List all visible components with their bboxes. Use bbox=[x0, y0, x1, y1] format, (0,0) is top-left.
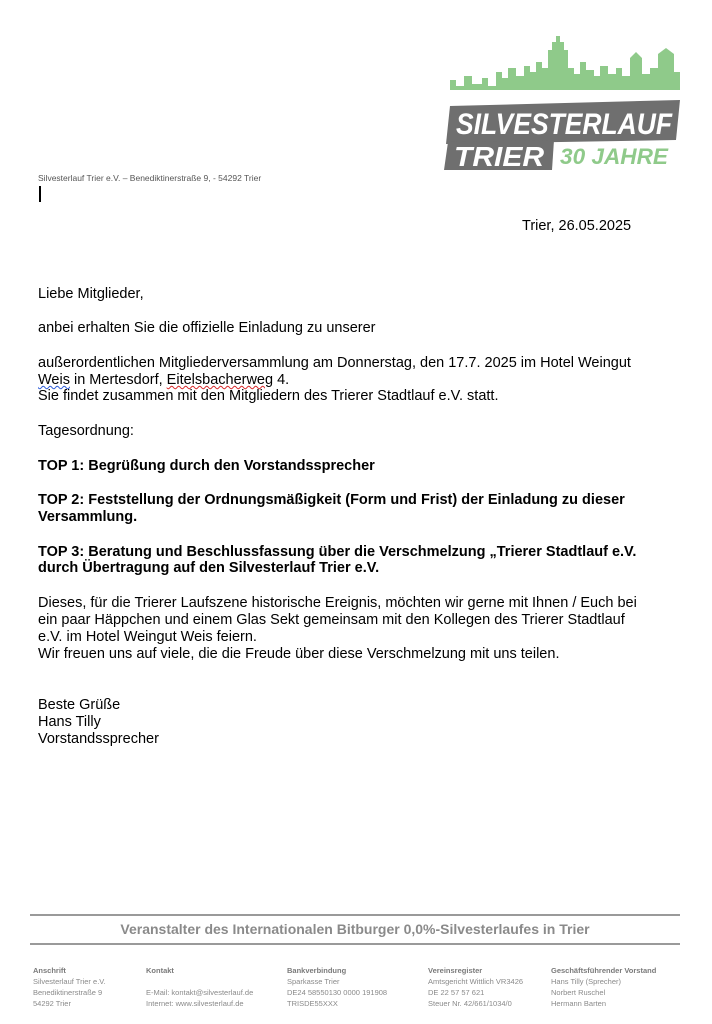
footer-top-rule bbox=[30, 914, 680, 916]
footer-col-line bbox=[146, 976, 253, 987]
footer-col-line: DE 22 57 57 621 bbox=[428, 988, 485, 997]
footer-col-bank bbox=[287, 965, 387, 1009]
sender-address-line: Silvesterlauf Trier e.V. – Benediktinerstraße 9, - 54292 Trier bbox=[38, 173, 262, 183]
footer-col-contact bbox=[146, 965, 253, 1009]
closing-line-1: Dieses, für die Trierer Laufszene historische Ereignis, möchten wir gerne mit Ihnen / Euch bei bbox=[38, 595, 637, 611]
footer-col-line: TRISDE55XXX bbox=[287, 999, 338, 1008]
footer-col-line: Amtsgericht Wittlich VR3426 bbox=[428, 977, 524, 986]
footer-col-heading: Bankverbindung bbox=[287, 966, 347, 975]
footer-col-line: Hermann Barten bbox=[551, 999, 607, 1008]
footer-col-heading: Geschäftsführender Vorstand bbox=[551, 966, 657, 975]
paragraph-1-line-1: außerordentlichen Mitgliederversammlung am Donnerstag, den 17.7. 2025 im Hotel Weingut bbox=[38, 355, 631, 371]
agenda-top-1: TOP 1: Begrüßung durch den Vorstandssprecher bbox=[38, 458, 375, 474]
silvesterlauf-logo bbox=[444, 28, 684, 174]
signer-role: Vorstandssprecher bbox=[38, 731, 159, 747]
footer-title: Veranstalter des Internationalen Bitburger 0,0%-Silvesterlaufes in Trier bbox=[120, 921, 590, 937]
spellcheck-word-weis[interactable]: Weis bbox=[38, 372, 70, 388]
footer-col-line: Internet: www.silvesterlauf.de bbox=[146, 999, 244, 1008]
closing-line-3: e.V. im Hotel Weingut Weis feiern. bbox=[38, 629, 257, 645]
footer-col-line: Silvesterlauf Trier e.V. bbox=[33, 977, 106, 986]
footer-bottom-rule bbox=[30, 943, 680, 945]
footer-col-line: 54292 Trier bbox=[33, 999, 71, 1008]
text-cursor[interactable] bbox=[39, 186, 41, 202]
signer-name: Hans Tilly bbox=[38, 714, 101, 730]
logo-graphic bbox=[444, 28, 684, 174]
spellcheck-word-street[interactable]: Eitelsbacherweg bbox=[166, 372, 274, 388]
agenda-label: Tagesordnung: bbox=[38, 423, 134, 439]
footer-col-line: Steuer Nr. 42/661/1034/0 bbox=[428, 999, 512, 1008]
footer-col-line: Benediktinerstraße 9 bbox=[33, 988, 103, 997]
footer-col-address bbox=[33, 965, 106, 1009]
footer-col-line: Sparkasse Trier bbox=[287, 977, 340, 986]
agenda-top-2-line-1: TOP 2: Feststellung der Ordnungsmäßigkeit (Form und Frist) der Einladung zu dieser bbox=[38, 492, 625, 508]
closing-line-2: ein paar Häppchen und einem Glas Sekt gemeinsam mit den Kollegen des Trierer Stadtlauf bbox=[38, 612, 625, 628]
paragraph-1-line-2 bbox=[38, 372, 289, 389]
regards: Beste Grüße bbox=[38, 697, 121, 713]
footer-col-line: Norbert Ruschel bbox=[551, 988, 606, 997]
footer-col-line: Hans Tilly (Sprecher) bbox=[551, 977, 622, 986]
salutation: Liebe Mitglieder, bbox=[38, 286, 144, 302]
footer-col-heading: Anschrift bbox=[33, 966, 66, 975]
intro-line: anbei erhalten Sie die offizielle Einladung zu unserer bbox=[38, 320, 376, 336]
footer-col-board bbox=[551, 965, 656, 1009]
agenda-top-3-line-2: durch Übertragung auf den Silvesterlauf Trier e.V. bbox=[38, 560, 380, 576]
closing-line-4: Wir freuen uns auf viele, die die Freude über diese Verschmelzung mit uns teilen. bbox=[38, 646, 560, 662]
paragraph-1-end: 4. bbox=[273, 372, 290, 388]
footer-col-heading: Kontakt bbox=[146, 966, 174, 975]
footer-col-register bbox=[428, 965, 523, 1009]
logo-line1: SILVESTERLAUF bbox=[456, 108, 673, 141]
paragraph-1-mid: in Mertesdorf, bbox=[69, 372, 167, 388]
trier-skyline-icon bbox=[444, 36, 680, 90]
logo-line2: TRIER bbox=[454, 141, 545, 172]
letter-date: Trier, 26.05.2025 bbox=[522, 218, 632, 234]
footer-col-heading: Vereinsregister bbox=[428, 966, 483, 975]
agenda-top-3-line-1: TOP 3: Beratung und Beschlussfassung über die Verschmelzung „Trierer Stadtlauf e.V. bbox=[38, 544, 637, 560]
paragraph-1-line-3: Sie findet zusammen mit den Mitgliedern des Trierer Stadtlauf e.V. statt. bbox=[38, 388, 499, 404]
footer-col-line: DE24 58550130 0000 191908 bbox=[287, 988, 388, 997]
footer-col-line: E-Mail: kontakt@silvesterlauf.de bbox=[146, 988, 254, 997]
logo-badge: 30 JAHRE bbox=[560, 144, 670, 169]
agenda-top-2-line-2: Versammlung. bbox=[38, 509, 138, 525]
